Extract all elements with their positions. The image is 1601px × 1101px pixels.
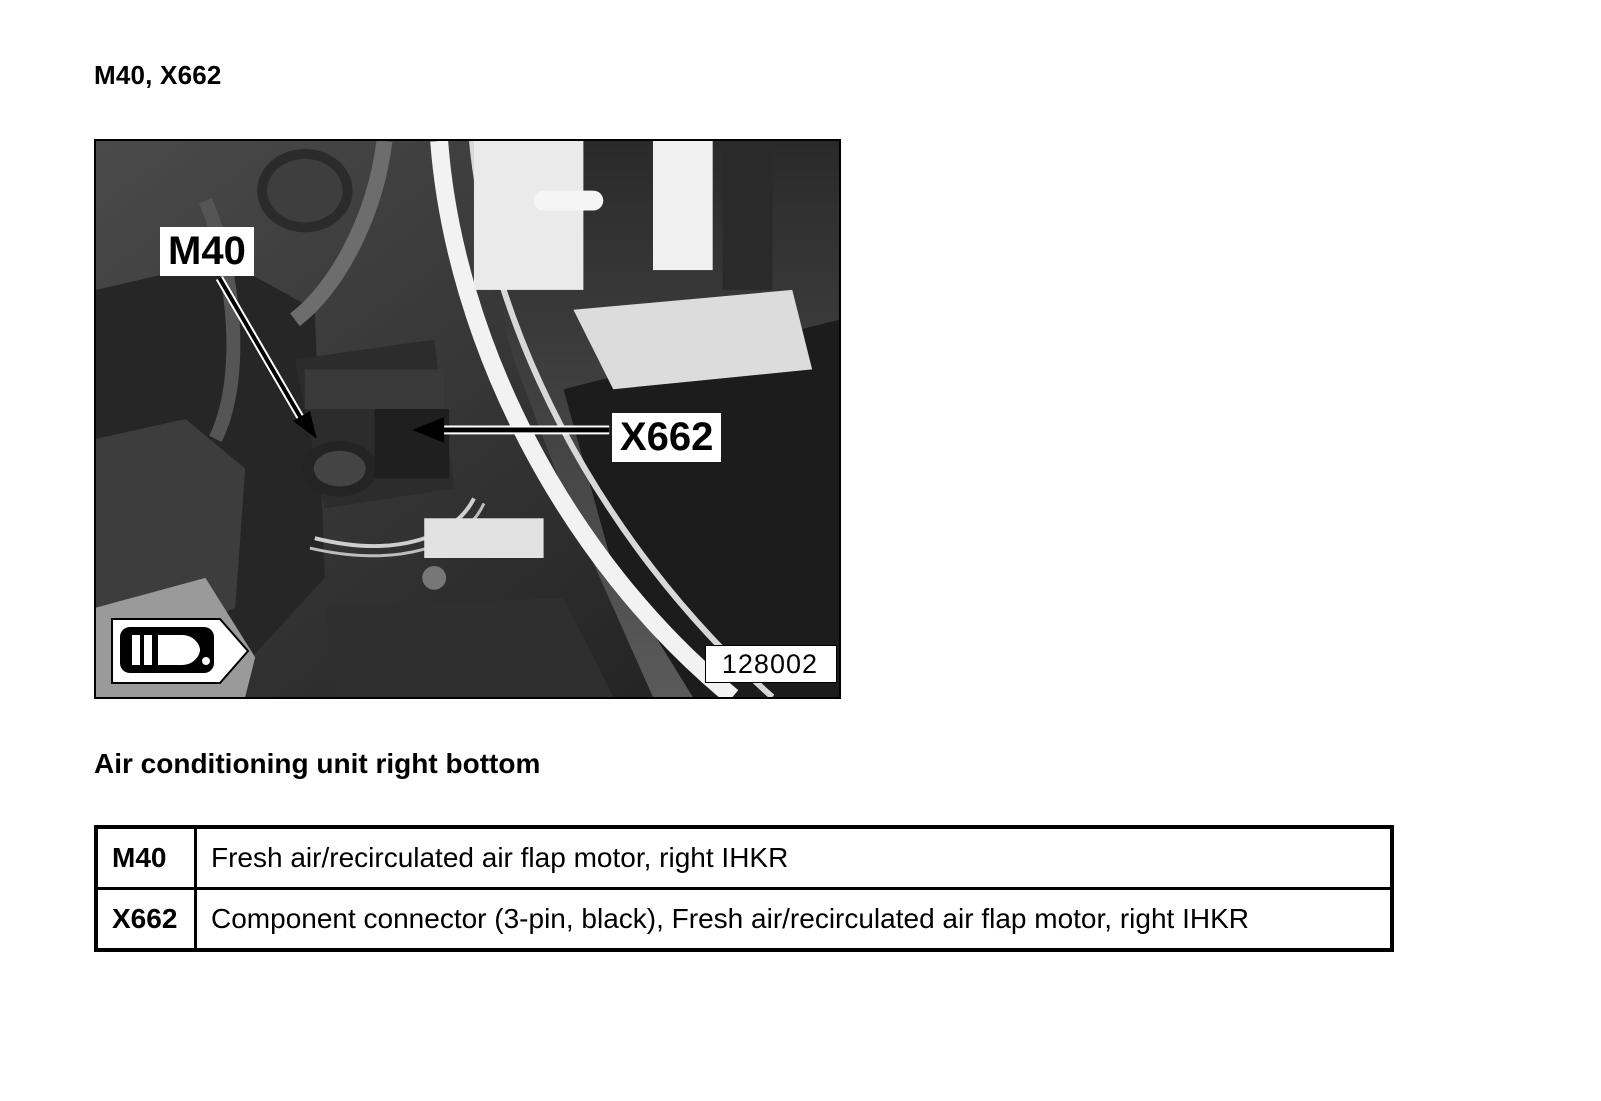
car-side-view-icon [110,617,250,685]
table-row [96,889,1392,951]
legend-table [94,825,1394,952]
figure-number: 128002 [705,645,837,683]
photo-scene [96,141,839,697]
component-description: Component connector (3-pin, black), Fresh air/recirculated air flap motor, right IHKR [196,889,1393,951]
component-code: X662 [96,889,196,951]
callout-m40: M40 [160,227,254,276]
callout-x662: X662 [612,413,721,462]
page-title: M40, X662 [94,60,222,90]
component-code: M40 [96,827,196,889]
component-photo [94,139,841,699]
table-row [96,827,1392,889]
component-description: Fresh air/recirculated air flap motor, right IHKR [196,827,1393,889]
section-title: Air conditioning unit right bottom [94,748,541,779]
